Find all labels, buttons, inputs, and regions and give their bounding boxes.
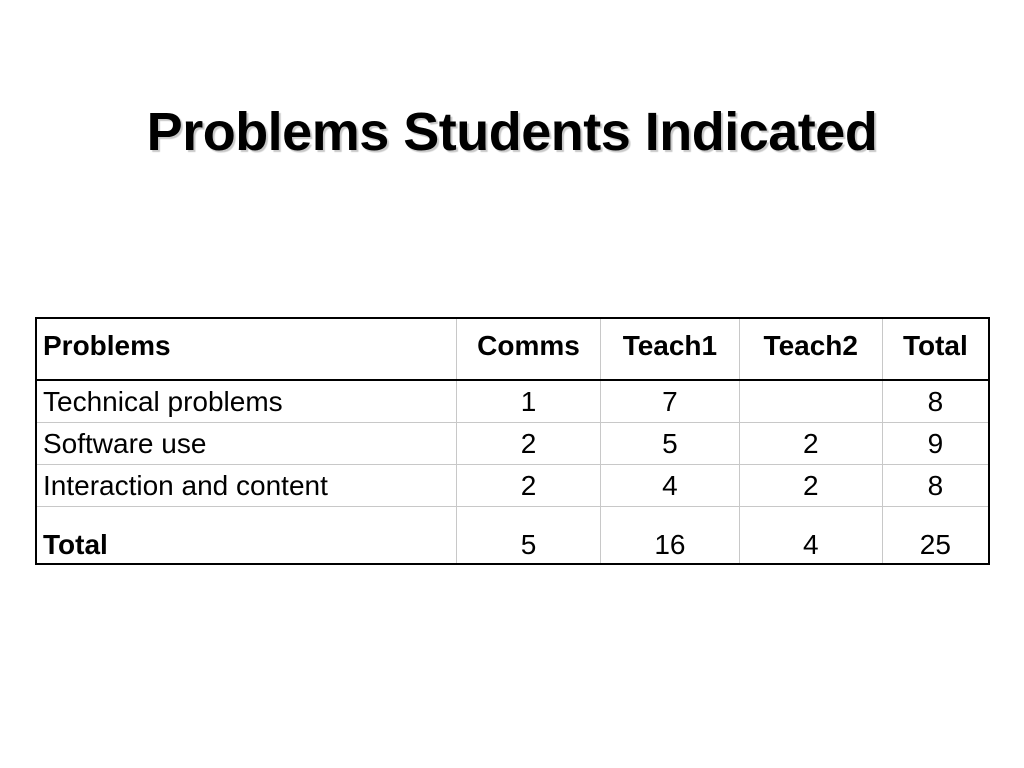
problems-table	[35, 317, 990, 565]
page-title: Problems Students Indicated	[146, 102, 878, 162]
cell-teach2: 2	[739, 465, 882, 507]
cell-teach2	[739, 380, 882, 423]
cell-total: 8	[882, 380, 989, 423]
total-total: 25	[882, 507, 989, 565]
cell-comms: 2	[456, 465, 600, 507]
total-comms: 5	[456, 507, 600, 565]
cell-teach1: 7	[601, 380, 740, 423]
row-label: Technical problems	[36, 380, 456, 423]
table-row	[36, 423, 989, 465]
row-label: Software use	[36, 423, 456, 465]
cell-teach2: 2	[739, 423, 882, 465]
cell-comms: 2	[456, 423, 600, 465]
cell-total: 8	[882, 465, 989, 507]
header-teach1: Teach1	[601, 318, 740, 380]
header-total: Total	[882, 318, 989, 380]
table-total-row	[36, 507, 989, 565]
total-teach1: 16	[601, 507, 740, 565]
table-header-row	[36, 318, 989, 380]
cell-teach1: 4	[601, 465, 740, 507]
table-row	[36, 380, 989, 423]
cell-comms: 1	[456, 380, 600, 423]
table-row	[36, 465, 989, 507]
total-label: Total	[36, 507, 456, 565]
row-label: Interaction and content	[36, 465, 456, 507]
header-problems: Problems	[36, 318, 456, 380]
cell-teach1: 5	[601, 423, 740, 465]
header-teach2: Teach2	[739, 318, 882, 380]
header-comms: Comms	[456, 318, 600, 380]
total-teach2: 4	[739, 507, 882, 565]
cell-total: 9	[882, 423, 989, 465]
